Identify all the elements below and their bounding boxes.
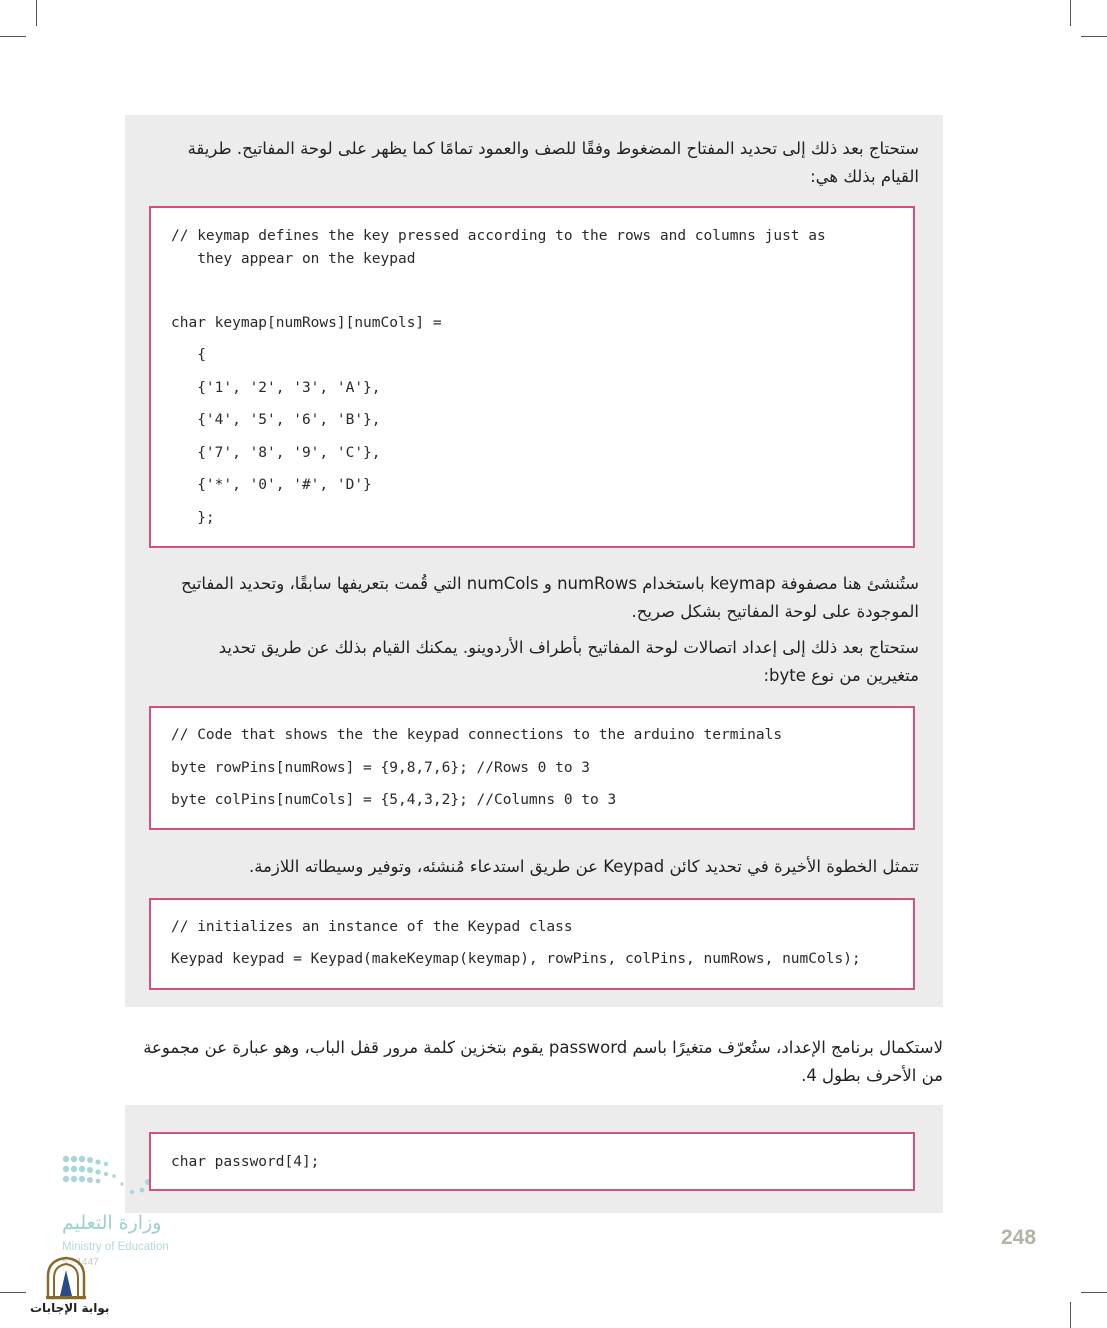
code-block-keypad (149, 898, 915, 990)
code-line: }; (171, 510, 215, 526)
crop-mark (36, 0, 37, 26)
code-line: char password[4]; (171, 1154, 320, 1170)
code-line: {'1', '2', '3', 'A'}, (171, 380, 381, 396)
connections-paragraph (149, 634, 919, 690)
intro-line: القيام بذلك هي: (810, 167, 919, 186)
code-line: // keymap defines the key pressed according to the rows and columns just as (171, 228, 826, 244)
paragraph-line: من الأحرف بطول 4. (801, 1066, 943, 1085)
ministry-name-english: Ministry of Education (62, 1241, 169, 1253)
crop-mark (1081, 1292, 1107, 1293)
code-line: byte rowPins[numRows] = {9,8,7,6}; //Rows 0 to 3 (171, 760, 591, 776)
paragraph-line: متغيرين من نوع byte: (763, 666, 919, 685)
paragraph-line: لاستكمال برنامج الإعداد، ستُعرّف متغيرًا باسم password يقوم بتخزين كلمة مرور قفل الباب، وهو عبارة عن مجموعة (143, 1038, 943, 1057)
paragraph-line: ستحتاج بعد ذلك إلى إعداد اتصالات لوحة المفاتيح بأطراف الأردوينو. يمكنك القيام بذلك عن طريق تحديد (218, 638, 919, 657)
intro-paragraph (149, 135, 919, 191)
code-line: Keypad keypad = Keypad(makeKeymap(keymap), rowPins, colPins, numRows, numCols); (171, 951, 861, 967)
site-name: بوابة الإجابات (30, 1301, 110, 1315)
intro-line: ستحتاج بعد ذلك إلى تحديد المفتاح المضغوط وفقًا للصف والعمود تمامًا كما يظهر على لوحة المفاتيح. طريقة (187, 139, 919, 158)
code-block-password (149, 1132, 915, 1191)
code-line: // initializes an instance of the Keypad class (171, 919, 573, 935)
crop-mark (0, 36, 26, 37)
crop-mark (0, 1292, 26, 1293)
crop-mark (1081, 36, 1107, 37)
paragraph-line: ستُنشئ هنا مصفوفة keymap باستخدام numRows و numCols التي قُمت بتعريفها سابقًا، وتحديد المفاتيح (181, 574, 919, 593)
code-line: {'7', '8', '9', 'C'}, (171, 445, 381, 461)
code-line: char keymap[numRows][numCols] = (171, 315, 442, 331)
crop-mark (1070, 0, 1071, 26)
code-block-keymap (149, 206, 915, 548)
final-step-paragraph (149, 853, 919, 881)
code-line: they appear on the keypad (171, 251, 416, 267)
paragraph-line: الموجودة على لوحة المفاتيح بشكل صريح. (631, 602, 919, 621)
code-line: {'4', '5', '6', 'B'}, (171, 412, 381, 428)
ministry-name-arabic: وزارة التعليم (62, 1212, 162, 1234)
password-paragraph (125, 1034, 943, 1090)
page-number: 248 (1001, 1226, 1037, 1249)
code-line: byte colPins[numCols] = {5,4,3,2}; //Columns 0 to 3 (171, 792, 617, 808)
paragraph-line: تتمثل الخطوة الأخيرة في تحديد كائن Keypad عن طريق استدعاء مُنشئه، وتوفير وسيطاته اللازمة. (248, 857, 919, 876)
code-line: {'*', '0', '#', 'D'} (171, 477, 372, 493)
code-line: // Code that shows the the keypad connections to the arduino terminals (171, 727, 783, 743)
crop-mark (1070, 1302, 1071, 1328)
code-line: { (171, 347, 206, 363)
keymap-explanation (149, 570, 919, 626)
code-block-pins (149, 706, 915, 830)
site-logo-icon (44, 1256, 88, 1300)
ministry-year: 5 - 1447 (62, 1257, 99, 1268)
